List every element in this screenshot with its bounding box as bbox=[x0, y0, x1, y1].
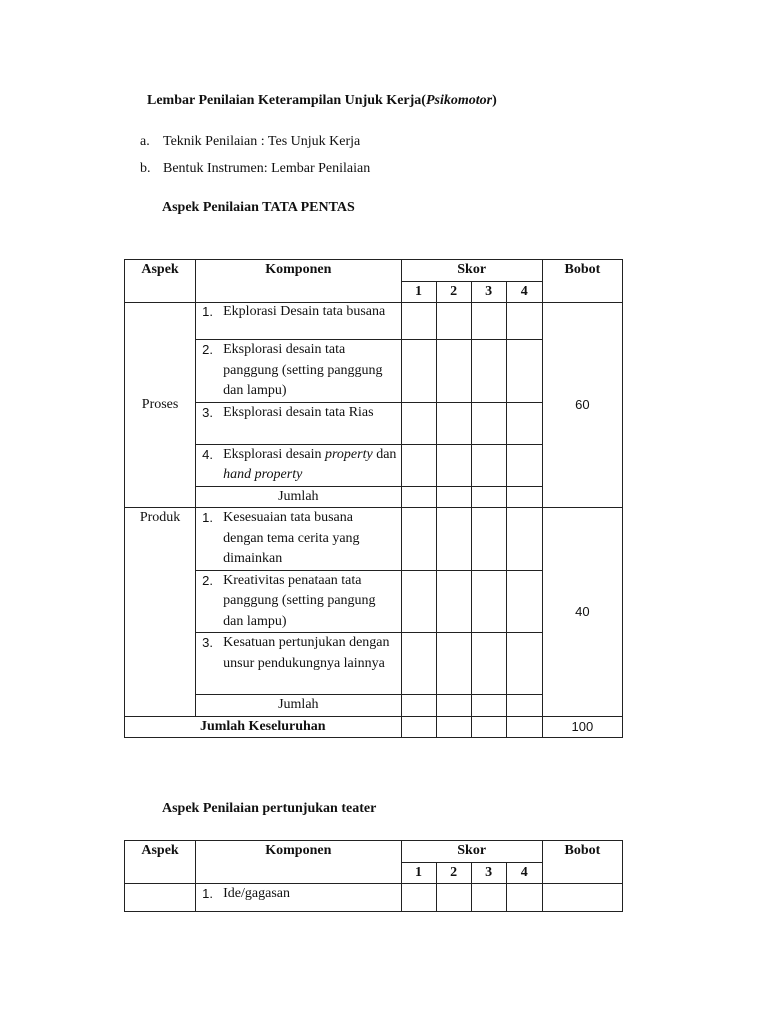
score-cell[interactable] bbox=[506, 633, 542, 695]
header-aspek: Aspek bbox=[125, 260, 196, 303]
header-komponen: Komponen bbox=[196, 260, 401, 303]
score-cell[interactable] bbox=[506, 402, 542, 444]
score-cell[interactable] bbox=[471, 633, 506, 695]
score-cell[interactable] bbox=[401, 633, 436, 695]
komponen-cell bbox=[196, 303, 401, 340]
score-cell[interactable] bbox=[506, 570, 542, 633]
score-cell[interactable] bbox=[436, 508, 471, 571]
score-cell[interactable] bbox=[436, 340, 471, 403]
table-tata-pentas bbox=[124, 259, 623, 738]
score-cell[interactable] bbox=[471, 695, 506, 717]
header-score-3: 3 bbox=[471, 862, 506, 884]
score-cell[interactable] bbox=[401, 716, 436, 738]
header-score-3: 3 bbox=[471, 281, 506, 303]
score-cell[interactable] bbox=[506, 716, 542, 738]
list-text: Teknik Penilaian : Tes Unjuk Kerja bbox=[163, 134, 361, 149]
header-komponen: Komponen bbox=[196, 841, 401, 884]
komponen-cell bbox=[196, 633, 401, 695]
list-item-teknik bbox=[140, 134, 360, 150]
bobot-cell[interactable] bbox=[542, 884, 622, 912]
score-cell[interactable] bbox=[401, 570, 436, 633]
header-skor: Skor bbox=[401, 841, 542, 863]
score-cell[interactable] bbox=[471, 402, 506, 444]
bobot-produk: 40 bbox=[542, 508, 622, 717]
item-text: Ide/gagasan bbox=[223, 886, 290, 901]
komponen-cell bbox=[196, 340, 401, 403]
header-bobot: Bobot bbox=[542, 841, 622, 884]
score-cell[interactable] bbox=[471, 444, 506, 486]
score-cell[interactable] bbox=[506, 444, 542, 486]
komponen-cell bbox=[196, 444, 401, 486]
score-cell[interactable] bbox=[506, 695, 542, 717]
score-cell[interactable] bbox=[401, 695, 436, 717]
score-cell[interactable] bbox=[436, 303, 471, 340]
score-cell[interactable] bbox=[471, 340, 506, 403]
score-cell[interactable] bbox=[436, 695, 471, 717]
item-text: Eksplorasi desain tata Rias bbox=[223, 404, 374, 420]
score-cell[interactable] bbox=[436, 570, 471, 633]
section-heading-pertunjukan-teater: Aspek Penilaian pertunjukan teater bbox=[162, 801, 377, 816]
title-close: ) bbox=[492, 93, 497, 108]
score-cell[interactable] bbox=[506, 340, 542, 403]
item-text: Ekplorasi Desain tata busana bbox=[223, 304, 386, 319]
aspek-cell bbox=[125, 884, 196, 912]
score-cell[interactable] bbox=[401, 303, 436, 340]
header-skor: Skor bbox=[401, 260, 542, 282]
score-cell[interactable] bbox=[401, 884, 436, 912]
list-item-bentuk bbox=[140, 161, 370, 177]
item-number: 1. bbox=[202, 304, 213, 319]
jumlah-keseluruhan: Jumlah Keseluruhan bbox=[125, 716, 402, 738]
aspek-proses: Proses bbox=[125, 303, 196, 508]
section-heading-tata-pentas: Aspek Penilaian TATA PENTAS bbox=[162, 200, 355, 215]
komponen-cell bbox=[196, 402, 401, 444]
aspek-produk: Produk bbox=[125, 508, 196, 717]
header-score-2: 2 bbox=[436, 281, 471, 303]
score-cell[interactable] bbox=[471, 486, 506, 508]
list-marker: a. bbox=[140, 134, 150, 149]
score-cell[interactable] bbox=[471, 303, 506, 340]
item-number: 1. bbox=[202, 510, 213, 525]
list-text: Bentuk Instrumen: Lembar Penilaian bbox=[163, 161, 371, 176]
score-cell[interactable] bbox=[506, 486, 542, 508]
item-text: Eksplorasi desain property dan hand property bbox=[223, 446, 397, 482]
table-pertunjukan-teater bbox=[124, 840, 623, 912]
komponen-cell bbox=[196, 884, 401, 912]
header-score-4: 4 bbox=[506, 862, 542, 884]
item-number: 3. bbox=[202, 404, 213, 420]
header-aspek: Aspek bbox=[125, 841, 196, 884]
score-cell[interactable] bbox=[436, 444, 471, 486]
score-cell[interactable] bbox=[401, 486, 436, 508]
jumlah-produk: Jumlah bbox=[196, 695, 401, 717]
score-cell[interactable] bbox=[401, 444, 436, 486]
score-cell[interactable] bbox=[506, 884, 542, 912]
header-bobot: Bobot bbox=[542, 260, 622, 303]
score-cell[interactable] bbox=[471, 884, 506, 912]
item-number: 4. bbox=[202, 446, 213, 462]
item-text: Kesatuan pertunjukan dengan unsur pendukungnya lainnya bbox=[223, 635, 390, 671]
score-cell[interactable] bbox=[436, 402, 471, 444]
jumlah-proses: Jumlah bbox=[196, 486, 401, 508]
score-cell[interactable] bbox=[471, 508, 506, 571]
score-cell[interactable] bbox=[401, 508, 436, 571]
score-cell[interactable] bbox=[471, 716, 506, 738]
title-main: Lembar Penilaian Keterampilan Unjuk Kerja( bbox=[147, 93, 426, 108]
komponen-cell bbox=[196, 508, 401, 571]
bobot-proses: 60 bbox=[542, 303, 622, 508]
list-marker: b. bbox=[140, 161, 151, 176]
score-cell[interactable] bbox=[436, 486, 471, 508]
title-italic: Psikomotor bbox=[425, 93, 493, 108]
item-number: 1. bbox=[202, 886, 213, 901]
item-number: 2. bbox=[202, 342, 213, 357]
score-cell[interactable] bbox=[436, 633, 471, 695]
item-number: 2. bbox=[202, 572, 213, 588]
page-title bbox=[147, 93, 497, 109]
score-cell[interactable] bbox=[401, 402, 436, 444]
score-cell[interactable] bbox=[401, 340, 436, 403]
score-cell[interactable] bbox=[506, 508, 542, 571]
item-text: Kreativitas penataan tata panggung (setting pangung dan lampu) bbox=[223, 572, 376, 629]
komponen-cell bbox=[196, 570, 401, 633]
item-text: Kesesuaian tata busana dengan tema cerita yang dimainkan bbox=[223, 510, 360, 566]
header-score-4: 4 bbox=[506, 281, 542, 303]
score-cell[interactable] bbox=[436, 884, 471, 912]
header-score-2: 2 bbox=[436, 862, 471, 884]
item-text: Eksplorasi desain tata panggung (setting panggung dan lampu) bbox=[223, 342, 383, 398]
header-score-1: 1 bbox=[401, 281, 436, 303]
item-number: 3. bbox=[202, 635, 213, 650]
score-cell[interactable] bbox=[436, 716, 471, 738]
bobot-total: 100 bbox=[542, 716, 622, 738]
header-score-1: 1 bbox=[401, 862, 436, 884]
score-cell[interactable] bbox=[506, 303, 542, 340]
score-cell[interactable] bbox=[471, 570, 506, 633]
